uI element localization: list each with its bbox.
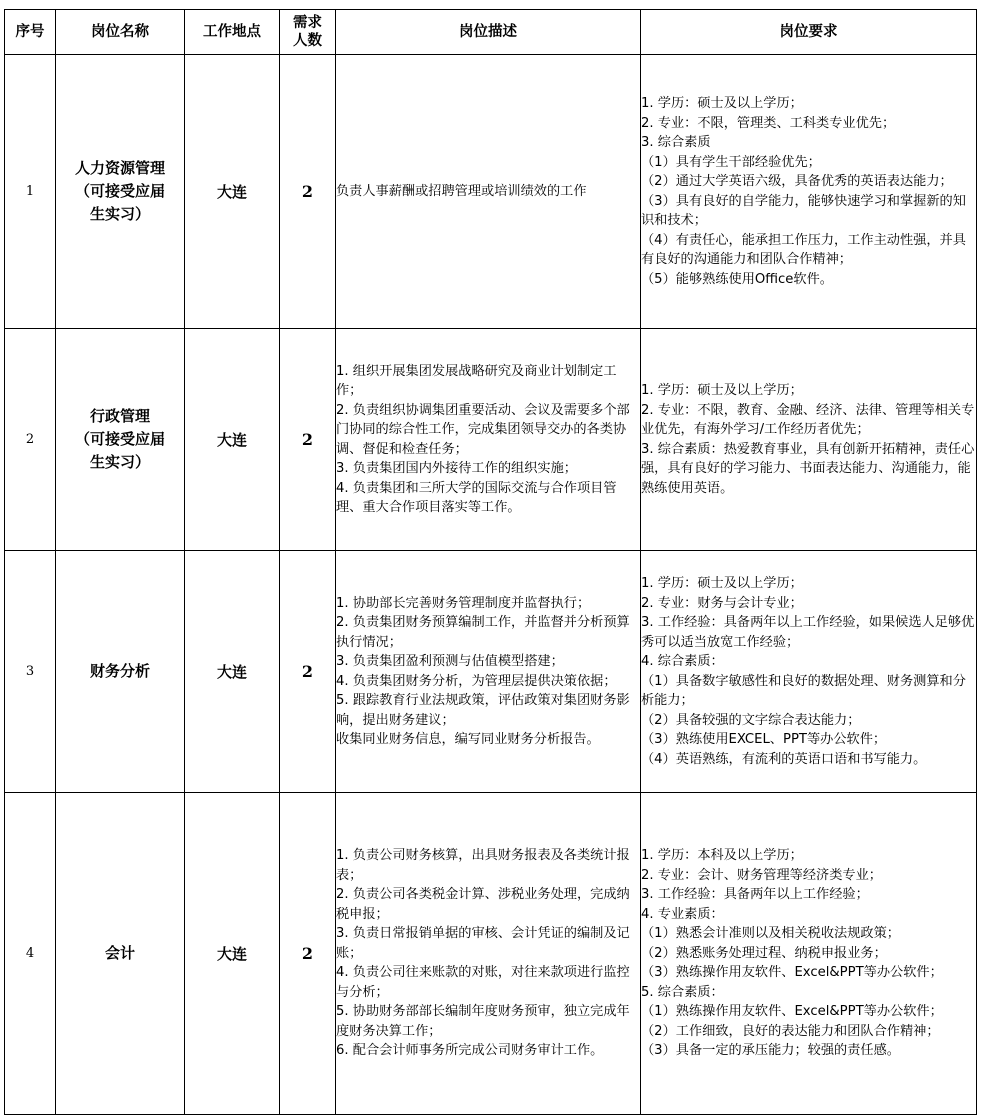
description-line: 2. 负责组织协调集团重要活动、会议及需要多个部门协同的综合性工作，完成集团领导交办的各类协调、督促和检查任务； <box>336 402 630 457</box>
requirement-line: （1）熟悉会计准则以及相关税收法规政策； <box>641 926 900 942</box>
description-line: 4. 负责集团和三所大学的国际交流与合作项目管理、重大合作项目落实等工作。 <box>336 480 617 515</box>
description-line: 5. 跟踪教育行业法规政策，评估政策对集团财务影响，提出财务建议； <box>336 693 630 728</box>
position-name <box>56 329 185 551</box>
position-description <box>336 551 641 793</box>
requirement-line: 3. 综合素质 <box>641 135 711 150</box>
table-row <box>5 551 977 793</box>
position-name-line: 行政管理 <box>89 407 150 425</box>
work-location: 大连 <box>185 551 280 793</box>
header-headcount-line1: 需求 <box>293 15 322 31</box>
requirement-line: （3）具备一定的承压能力；较强的责任感。 <box>641 1043 900 1059</box>
requirement-line: 3. 工作经验：具备两年以上工作经验，如果候选人足够优秀可以适当放宽工作经验； <box>641 615 975 650</box>
requirement-line: 4. 综合素质： <box>641 654 724 669</box>
requirement-line: （1）具备数字敏感性和良好的数据处理、财务测算和分析能力； <box>641 673 966 708</box>
position-name-line: 财务分析 <box>89 662 150 680</box>
header-position-name: 岗位名称 <box>56 10 185 55</box>
description-line: 负责人事薪酬或招聘管理或培训绩效的工作 <box>336 183 587 199</box>
description-line: 1. 组织开展集团发展战略研究及商业计划制定工作； <box>336 363 617 398</box>
position-requirements <box>641 329 977 551</box>
table-row <box>5 329 977 551</box>
requirement-line: 1. 学历：硕士及以上学历； <box>641 576 803 591</box>
table-row <box>5 55 977 329</box>
header-location: 工作地点 <box>185 10 280 55</box>
position-description <box>336 793 641 1115</box>
description-line: 3. 负责集团盈利预测与估值模型搭建； <box>336 654 564 669</box>
requirement-line: 1. 学历：硕士及以上学历； <box>641 383 803 398</box>
requirement-line: 1. 学历：硕士及以上学历； <box>641 96 803 111</box>
description-line: 4. 负责公司往来账款的对账，对往来款项进行监控与分析； <box>336 965 630 1000</box>
position-name-line: 人力资源管理 <box>74 159 165 177</box>
requirement-line: 2. 专业：不限，教育、金融、经济、法律、管理等相关专业优先，有海外学习/工作经历者优先； <box>641 402 975 437</box>
requirement-line: 2. 专业：财务与会计专业； <box>641 595 803 611</box>
position-description <box>336 55 641 329</box>
position-name <box>56 793 185 1115</box>
requirement-line: 5. 综合素质： <box>641 984 724 1000</box>
position-name <box>56 551 185 793</box>
headcount: 2 <box>280 329 336 551</box>
requirement-line: （1）熟练操作用友软件、Excel&PPT等办公软件； <box>641 1004 943 1020</box>
headcount: 2 <box>280 55 336 329</box>
requirement-line: （3）熟练使用EXCEL、PPT等办公软件； <box>641 732 887 747</box>
header-requirements: 岗位要求 <box>641 10 977 55</box>
header-headcount-line2: 人数 <box>293 33 322 49</box>
position-requirements <box>641 55 977 329</box>
work-location: 大连 <box>185 793 280 1115</box>
table-body <box>5 55 977 1115</box>
requirement-line: 3. 工作经验：具备两年以上工作经验； <box>641 887 869 903</box>
requirement-line: （4）英语熟练，有流利的英语口语和书写能力。 <box>641 751 927 767</box>
description-line: 6. 配合会计师事务所完成公司财务审计工作。 <box>336 1043 604 1059</box>
requirement-line: 4. 专业素质： <box>641 906 724 922</box>
position-requirements <box>641 793 977 1115</box>
headcount: 2 <box>280 793 336 1115</box>
requirement-line: 3. 综合素质：热爱教育事业，具有创新开拓精神，责任心强，具有良好的学习能力、书面表达能力、沟通能力，能熟练使用英语。 <box>641 441 975 496</box>
position-description <box>336 329 641 551</box>
description-line: 3. 负责集团国内外接待工作的组织实施； <box>336 461 577 476</box>
description-line: 1. 负责公司财务核算，出具财务报表及各类统计报表； <box>336 848 630 883</box>
header-headcount <box>280 10 336 55</box>
headcount: 2 <box>280 551 336 793</box>
description-line: 2. 负责公司各类税金计算、涉税业务处理，完成纳税申报； <box>336 887 630 922</box>
requirement-line: （2）熟悉账务处理过程、纳税申报业务； <box>641 945 887 961</box>
description-line: 2. 负责集团财务预算编制工作，并监督并分析预算执行情况； <box>336 615 630 650</box>
position-name <box>56 55 185 329</box>
row-no: 4 <box>5 793 56 1115</box>
row-no: 2 <box>5 329 56 551</box>
position-name-line: 生实习） <box>89 453 150 471</box>
requirement-line: 2. 专业：不限，管理类、工科类专业优先； <box>641 115 896 131</box>
work-location: 大连 <box>185 55 280 329</box>
work-location: 大连 <box>185 329 280 551</box>
header-description: 岗位描述 <box>336 10 641 55</box>
requirement-line: （2）工作细致，良好的表达能力和团队合作精神； <box>641 1023 940 1039</box>
requirement-line: 1. 学历：本科及以上学历； <box>641 848 803 864</box>
description-line: 1. 协助部长完善财务管理制度并监督执行； <box>336 595 591 611</box>
position-name-line: 会计 <box>104 944 135 962</box>
table-row <box>5 793 977 1115</box>
description-line: 收集同业财务信息，编写同业财务分析报告。 <box>336 732 600 747</box>
job-postings-table <box>4 9 977 1115</box>
position-name-line: （可接受应届 <box>74 430 165 448</box>
header-no: 序号 <box>5 10 56 55</box>
requirement-line: （2）通过大学英语六级，具备优秀的英语表达能力； <box>641 174 953 189</box>
requirement-line: （2）具备较强的文字综合表达能力； <box>641 712 861 728</box>
requirement-line: 2. 专业：会计、财务管理等经济类专业； <box>641 867 882 883</box>
description-line: 3. 负责日常报销单据的审核、会计凭证的编制及记账； <box>336 926 630 961</box>
requirement-line: （1）具有学生干部经验优先； <box>641 154 821 170</box>
requirement-line: （5）能够熟练使用Office软件。 <box>641 271 833 287</box>
row-no: 1 <box>5 55 56 329</box>
description-line: 4. 负责集团财务分析，为管理层提供决策依据； <box>336 673 617 689</box>
requirement-line: （3）具有良好的自学能力，能够快速学习和掌握新的知识和技术； <box>641 193 966 228</box>
position-name-line: 生实习） <box>89 205 150 223</box>
row-no: 3 <box>5 551 56 793</box>
header-row <box>5 10 977 55</box>
position-name-line: （可接受应届 <box>74 182 165 200</box>
position-requirements <box>641 551 977 793</box>
requirement-line: （3）熟练操作用友软件、Excel&PPT等办公软件； <box>641 965 943 981</box>
requirement-line: （4）有责任心，能承担工作压力，工作主动性强，并具有良好的沟通能力和团队合作精神； <box>641 232 966 267</box>
description-line: 5. 协助财务部部长编制年度财务预审，独立完成年度财务决算工作； <box>336 1004 630 1039</box>
